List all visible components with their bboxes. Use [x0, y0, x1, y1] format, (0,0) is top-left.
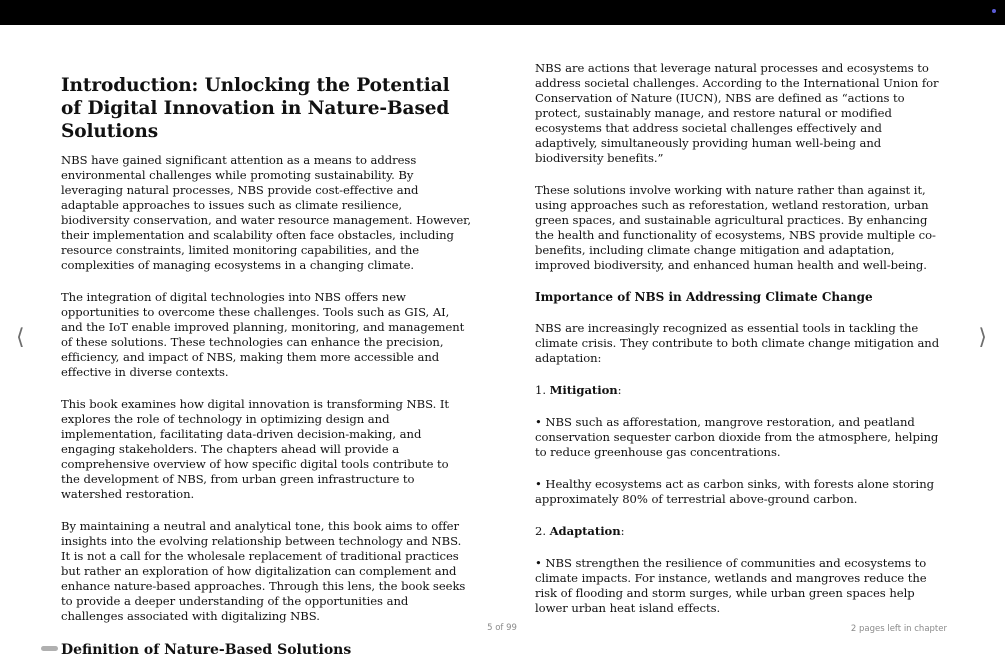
list-suffix: :: [617, 383, 622, 397]
scrubber-handle[interactable]: [41, 646, 58, 651]
next-page-icon[interactable]: ⟩: [978, 325, 987, 350]
top-bar: [0, 0, 1005, 25]
list-term: Mitigation: [549, 383, 618, 397]
list-heading-adaptation: [535, 524, 943, 539]
left-page: [61, 74, 471, 654]
paragraph: NBS have gained significant attention as a means to address environmental challenges while promoting sustainability. By leveraging natural processes, NBS provide cost-effective and adaptable approaches to issues such as climate resilience, biodiversity conservation, and water resource management. However, their implementation and scalability often face obstacles, including resource constraints, limited monitoring capabilities, and the complexities of managing ecosystems in a changing climate.: [61, 153, 471, 272]
list-heading-mitigation: [535, 383, 943, 398]
status-indicator-dot: [992, 9, 996, 13]
section-heading: Definition of Nature-Based Solutions: [61, 642, 352, 654]
list-number: 2.: [535, 524, 550, 538]
paragraph: The integration of digital technologies into NBS offers new opportunities to overcome these challenges. Tools such as GIS, AI, and the IoT enable improved planning, monitoring, and management of these solutions. These technologies can enhance the precision, efficiency, and impact of NBS, making them more accessible and effective in diverse contexts.: [61, 290, 465, 379]
right-page: [535, 61, 943, 633]
bullet-item: • Healthy ecosystems act as carbon sinks, with forests alone storing approximately 80% of terrestrial above-ground carbon.: [535, 477, 934, 506]
paragraph: By maintaining a neutral and analytical tone, this book aims to offer insights into the evolving relationship between technology and NBS. It is not a call for the wholesale replacement of traditional practices but rather an exploration of how digitalization can complement and enhance nature-based approaches. Through this lens, the book seeks to provide a deeper understanding of the opportunities and challenges associated with digitalizing NBS.: [61, 519, 466, 623]
paragraph: NBS are increasingly recognized as essential tools in tackling the climate crisis. They contribute to both climate change mitigation and adaptation:: [535, 321, 940, 365]
chapter-title: Introduction: Unlocking the Potential of Digital Innovation in Nature-Based Solutions: [61, 75, 450, 142]
paragraph: NBS are actions that leverage natural processes and ecosystems to address societal challenges. According to the International Union for Conservation of Nature (IUCN), NBS are defined as “actions to protect, sustainably manage, and restore natural or modified ecosystems that address societal challenges effectively and adaptively, simultaneously providing human well-being and biodiversity benefits.”: [535, 61, 939, 165]
list-number: 1.: [535, 383, 550, 397]
list-suffix: :: [620, 524, 625, 538]
list-term: Adaptation: [549, 524, 621, 538]
page-indicator: 5 of 99: [487, 623, 517, 633]
previous-page-icon[interactable]: ⟨: [16, 325, 25, 350]
bullet-item: • NBS strengthen the resilience of communities and ecosystems to climate impacts. For instance, wetlands and mangroves reduce the risk of flooding and storm surges, while urban green spaces help lower urban heat island effects.: [535, 556, 927, 615]
paragraph: These solutions involve working with nature rather than against it, using approaches such as reforestation, wetland restoration, urban green spaces, and sustainable agricultural practices. By enhancing the health and functionality of ecosystems, NBS provide multiple co-benefits, including climate change mitigation and adaptation, improved biodiversity, and enhanced human health and well-being.: [535, 183, 936, 272]
paragraph: This book examines how digital innovation is transforming NBS. It explores the role of technology in optimizing design and implementation, facilitating data-driven decision-making, and engaging stakeholders. The chapters ahead will provide a comprehensive overview of how specific digital tools contribute to the development of NBS, from urban green infrastructure to watershed restoration.: [61, 397, 449, 501]
subheading: Importance of NBS in Addressing Climate Change: [535, 290, 873, 304]
bullet-item: • NBS such as afforestation, mangrove restoration, and peatland conservation sequester carbon dioxide from the atmosphere, helping to reduce greenhouse gas concentrations.: [535, 415, 939, 459]
pages-left-label: 2 pages left in chapter: [850, 624, 947, 634]
